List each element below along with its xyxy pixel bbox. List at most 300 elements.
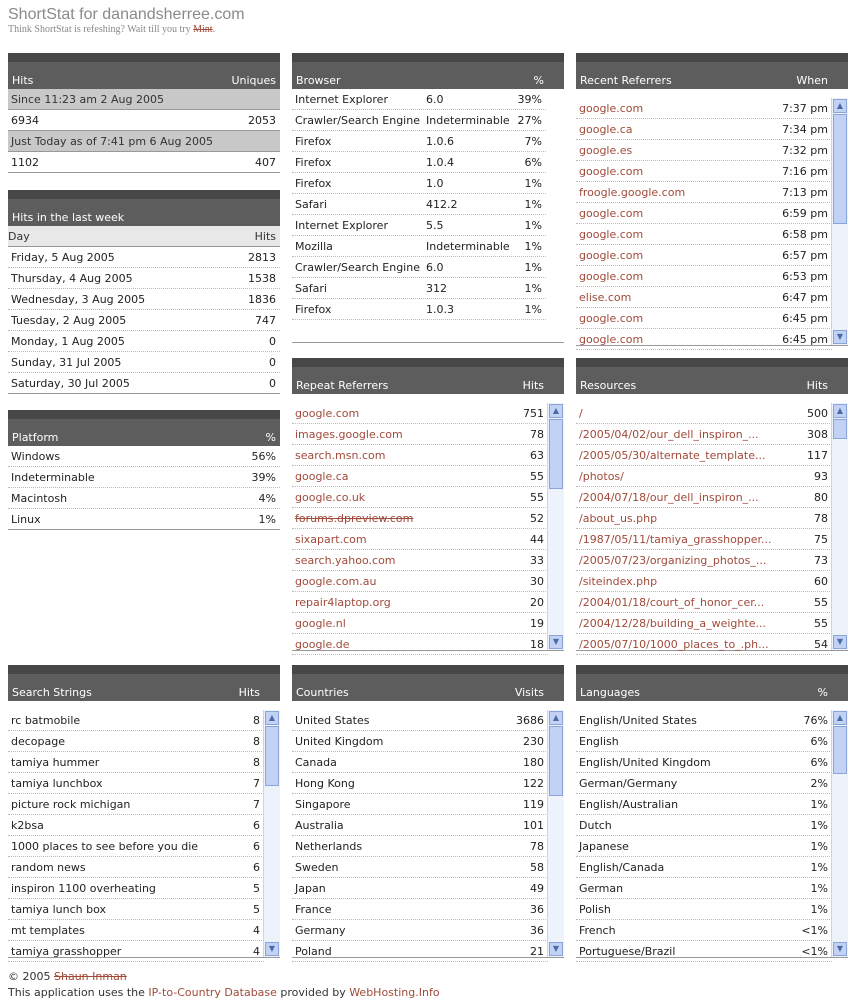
webhosting-link[interactable]: WebHosting.Info — [349, 986, 440, 999]
scroll-down-icon[interactable]: ▼ — [265, 942, 279, 956]
resource-hits: 500 — [807, 407, 828, 420]
referrer-link[interactable]: google.com — [579, 333, 644, 346]
resources-title: Resources — [580, 379, 637, 392]
resource-row — [576, 466, 832, 487]
week-day: Monday, 1 Aug 2005 — [11, 335, 125, 348]
resource-link[interactable]: /1987/05/11/tamiya_grasshopper... — [579, 533, 772, 546]
language-row — [576, 815, 832, 836]
total-hits: 6934 — [11, 114, 39, 127]
resource-hits: 55 — [814, 617, 828, 630]
tagline — [8, 24, 245, 35]
mint-link[interactable]: Mint — [193, 24, 213, 35]
language-name: English — [579, 735, 619, 748]
country-row — [292, 836, 548, 857]
browser-name: Internet Explorer — [295, 93, 388, 106]
repeat-list — [292, 403, 548, 655]
referrer-time: 6:58 pm — [782, 228, 828, 241]
platform-header — [8, 410, 280, 446]
referrer-row — [576, 266, 832, 287]
scroll-down-icon[interactable]: ▼ — [549, 942, 563, 956]
country-visits: 36 — [530, 903, 544, 916]
referrer-link[interactable]: google.com — [579, 207, 644, 220]
week-hits: 747 — [255, 314, 276, 327]
referrer-time: 7:34 pm — [782, 123, 828, 136]
resource-row — [576, 424, 832, 445]
country-visits: 36 — [530, 924, 544, 937]
referrer-row — [576, 161, 832, 182]
search-row — [8, 710, 264, 731]
scroll-thumb[interactable] — [833, 726, 847, 774]
browser-name: Safari — [295, 198, 327, 211]
search-hits: 4 — [253, 924, 260, 937]
language-pct: 1% — [810, 819, 828, 832]
repeat-row — [292, 445, 548, 466]
scroll-up-icon[interactable]: ▲ — [265, 711, 279, 725]
country-name: Germany — [295, 924, 346, 937]
week-hits: 0 — [269, 335, 276, 348]
referrer-time: 6:59 pm — [782, 207, 828, 220]
recent-header — [576, 53, 848, 89]
languages-scrollbar[interactable] — [831, 710, 848, 957]
language-pct: 1% — [810, 840, 828, 853]
referrer-link[interactable]: elise.com — [579, 291, 632, 304]
repeat-row — [292, 466, 548, 487]
country-visits: 21 — [530, 945, 544, 958]
search-title: Search Strings — [12, 686, 92, 699]
search-term: decopage — [11, 735, 66, 748]
browser-name: Firefox — [295, 177, 332, 190]
search-row — [8, 857, 264, 878]
language-name: English/Australian — [579, 798, 679, 811]
platform-pct: 1% — [258, 513, 276, 526]
languages-title: Languages — [580, 686, 641, 699]
country-name: Australia — [295, 819, 344, 832]
hits-header — [8, 53, 280, 89]
language-pct: 2% — [810, 777, 828, 790]
today-hits: 1102 — [11, 156, 39, 169]
browser-version: 1.0.3 — [426, 303, 454, 316]
repeat-link[interactable]: google.ca — [295, 470, 349, 483]
browser-row — [292, 131, 546, 152]
resource-link[interactable]: /siteindex.php — [579, 575, 658, 588]
repeat-hits: 30 — [530, 575, 544, 588]
repeat-hits: 18 — [530, 638, 544, 651]
referrer-link[interactable]: google.com — [579, 270, 644, 283]
resource-link[interactable]: /about_us.php — [579, 512, 658, 525]
repeat-scrollbar[interactable] — [547, 403, 564, 650]
country-row — [292, 731, 548, 752]
search-hits: 8 — [253, 714, 260, 727]
resource-row — [576, 592, 832, 613]
platform-pct: 4% — [258, 492, 276, 505]
browser-pct: 6% — [524, 156, 542, 169]
languages-header — [576, 665, 848, 701]
language-name: Polish — [579, 903, 611, 916]
browser-pct: 1% — [524, 261, 542, 274]
country-row — [292, 710, 548, 731]
repeat-row — [292, 634, 548, 655]
search-row — [8, 773, 264, 794]
browser-title: Browser — [296, 74, 341, 87]
resource-row — [576, 613, 832, 634]
country-name: Hong Kong — [295, 777, 355, 790]
resource-link[interactable]: / — [579, 407, 583, 420]
week-panel — [8, 190, 280, 394]
browser-version: 6.0 — [426, 93, 444, 106]
repeat-hits: 751 — [523, 407, 544, 420]
countries-panel — [292, 665, 564, 958]
referrer-time: 7:37 pm — [782, 102, 828, 115]
repeat-hits: 78 — [530, 428, 544, 441]
search-term: tamiya grasshopper — [11, 945, 122, 958]
search-row — [8, 815, 264, 836]
referrer-time: 7:16 pm — [782, 165, 828, 178]
search-term: picture rock michigan — [11, 798, 131, 811]
scroll-down-icon[interactable]: ▼ — [833, 635, 847, 649]
repeat-title: Repeat Referrers — [296, 379, 389, 392]
country-visits: 122 — [523, 777, 544, 790]
browser-name: Crawler/Search Engine — [295, 261, 420, 274]
countries-scrollbar[interactable] — [547, 710, 564, 957]
browser-version: 312 — [426, 282, 447, 295]
language-row — [576, 941, 832, 962]
search-hits: 6 — [253, 861, 260, 874]
language-pct: 1% — [810, 882, 828, 895]
repeat-hits: 52 — [530, 512, 544, 525]
search-hits: 7 — [253, 777, 260, 790]
browser-row — [292, 194, 546, 215]
referrer-time: 6:45 pm — [782, 333, 828, 346]
browser-name: Firefox — [295, 135, 332, 148]
browser-version: 412.2 — [426, 198, 458, 211]
resource-row — [576, 550, 832, 571]
recent-scrollbar[interactable] — [831, 98, 848, 345]
browser-header — [292, 53, 564, 89]
search-term: tamiya lunch box — [11, 903, 106, 916]
repeat-hits: 33 — [530, 554, 544, 567]
repeat-hits-title: Hits — [522, 379, 544, 392]
repeat-link[interactable]: sixapart.com — [295, 533, 367, 546]
browser-pct: 1% — [524, 303, 542, 316]
repeat-link[interactable]: repair4laptop.org — [295, 596, 391, 609]
scroll-thumb[interactable] — [549, 726, 563, 796]
resource-hits: 78 — [814, 512, 828, 525]
country-row — [292, 815, 548, 836]
ip-database-link[interactable]: IP-to-Country Database — [148, 986, 277, 999]
day-col: Day — [8, 230, 30, 243]
referrer-row — [576, 119, 832, 140]
referrer-row — [576, 287, 832, 308]
language-name: German/Germany — [579, 777, 678, 790]
language-pct: 1% — [810, 861, 828, 874]
platform-pct: 39% — [251, 471, 276, 484]
browser-pct-title: % — [533, 74, 544, 87]
repeat-hits: 20 — [530, 596, 544, 609]
repeat-row — [292, 403, 548, 424]
repeat-hits: 19 — [530, 617, 544, 630]
search-header — [8, 665, 280, 701]
language-row — [576, 899, 832, 920]
repeat-row — [292, 613, 548, 634]
search-hits: 5 — [253, 882, 260, 895]
search-strings-panel — [8, 665, 280, 958]
repeat-link[interactable]: google.com — [295, 407, 360, 420]
browser-panel — [292, 53, 564, 343]
browser-pct: 1% — [524, 282, 542, 295]
page-footer — [8, 969, 440, 1001]
search-row — [8, 920, 264, 941]
copyright-text: © 2005 — [8, 970, 51, 983]
language-row — [576, 794, 832, 815]
platform-row — [8, 446, 280, 467]
platform-pct-title: % — [265, 431, 276, 444]
referrer-link[interactable]: google.com — [579, 165, 644, 178]
resource-hits: 60 — [814, 575, 828, 588]
repeat-link[interactable]: search.msn.com — [295, 449, 386, 462]
referrer-link[interactable]: google.es — [579, 144, 633, 157]
resources-scrollbar[interactable] — [831, 403, 848, 650]
week-row — [8, 352, 280, 373]
week-row — [8, 268, 280, 289]
browser-name: Internet Explorer — [295, 219, 388, 232]
referrer-time: 7:13 pm — [782, 186, 828, 199]
country-name: France — [295, 903, 332, 916]
country-row — [292, 878, 548, 899]
browser-row — [292, 257, 546, 278]
week-day: Friday, 5 Aug 2005 — [11, 251, 115, 264]
browser-row — [292, 173, 546, 194]
page-header — [8, 4, 245, 35]
browser-row — [292, 236, 546, 257]
resource-row — [576, 508, 832, 529]
search-hits: 7 — [253, 798, 260, 811]
search-hits: 8 — [253, 756, 260, 769]
repeat-link[interactable]: google.co.uk — [295, 491, 366, 504]
search-term: inspiron 1100 overheating — [11, 882, 156, 895]
browser-row — [292, 110, 546, 131]
country-visits: 119 — [523, 798, 544, 811]
page-title: ShortStat for danandsherree.com — [8, 6, 245, 23]
browser-pct: 1% — [524, 198, 542, 211]
scroll-up-icon[interactable]: ▲ — [549, 404, 563, 418]
copyright-line — [8, 969, 440, 985]
country-visits: 78 — [530, 840, 544, 853]
tagline-end: . — [212, 24, 216, 35]
platform-row — [8, 488, 280, 509]
language-pct: 6% — [810, 756, 828, 769]
browser-pct: 1% — [524, 177, 542, 190]
search-term: k2bsa — [11, 819, 44, 832]
attribution-mid: provided by — [280, 986, 346, 999]
scroll-thumb[interactable] — [833, 114, 847, 224]
browser-list — [292, 89, 546, 320]
scroll-thumb[interactable] — [833, 419, 847, 439]
repeat-row — [292, 592, 548, 613]
week-list — [8, 247, 280, 394]
resource-hits: 117 — [807, 449, 828, 462]
referrer-time: 6:57 pm — [782, 249, 828, 262]
platform-name: Linux — [11, 513, 41, 526]
repeat-link[interactable]: search.yahoo.com — [295, 554, 396, 567]
repeat-link[interactable]: google.com.au — [295, 575, 377, 588]
referrer-time: 7:32 pm — [782, 144, 828, 157]
referrer-time: 6:45 pm — [782, 312, 828, 325]
resource-hits: 75 — [814, 533, 828, 546]
scroll-thumb[interactable] — [265, 726, 279, 786]
browser-version: 1.0.4 — [426, 156, 454, 169]
scroll-up-icon[interactable]: ▲ — [833, 711, 847, 725]
search-row — [8, 878, 264, 899]
country-name: Sweden — [295, 861, 339, 874]
search-row — [8, 731, 264, 752]
hits-col: Hits — [254, 230, 276, 243]
languages-pct-title: % — [817, 686, 828, 699]
browser-row — [292, 299, 546, 320]
today-label: Just Today as of 7:41 pm 6 Aug 2005 — [8, 131, 280, 152]
scroll-up-icon[interactable]: ▲ — [549, 711, 563, 725]
language-row — [576, 878, 832, 899]
when-title: When — [796, 74, 828, 87]
country-visits: 58 — [530, 861, 544, 874]
resource-row — [576, 445, 832, 466]
search-term: tamiya lunchbox — [11, 777, 103, 790]
resource-link[interactable]: /photos/ — [579, 470, 624, 483]
browser-pct: 27% — [517, 114, 542, 127]
repeat-row — [292, 424, 548, 445]
repeat-link[interactable]: forums.dpreview.com — [295, 512, 414, 525]
search-term: rc batmobile — [11, 714, 81, 727]
resource-link[interactable]: /2004/01/18/court_of_honor_cer... — [579, 596, 765, 609]
resource-link[interactable]: /2005/05/30/alternate_template... — [579, 449, 766, 462]
repeat-header — [292, 358, 564, 394]
browser-name: Mozilla — [295, 240, 333, 253]
visits-title: Visits — [514, 686, 544, 699]
resource-link[interactable]: /2005/07/23/organizing_photos_... — [579, 554, 767, 567]
platform-row — [8, 509, 280, 530]
country-visits: 180 — [523, 756, 544, 769]
platform-row — [8, 467, 280, 488]
language-row — [576, 773, 832, 794]
country-row — [292, 857, 548, 878]
week-header — [8, 190, 280, 226]
scroll-up-icon[interactable]: ▲ — [833, 404, 847, 418]
repeat-link[interactable]: images.google.com — [295, 428, 403, 441]
week-row — [8, 331, 280, 352]
language-pct: 6% — [810, 735, 828, 748]
browser-version: 1.0.6 — [426, 135, 454, 148]
week-row — [8, 247, 280, 268]
search-row — [8, 899, 264, 920]
resource-row — [576, 634, 832, 655]
week-hits: 0 — [269, 377, 276, 390]
language-pct: 76% — [803, 714, 828, 727]
browser-version: Indeterminable — [426, 240, 510, 253]
country-row — [292, 899, 548, 920]
referrer-link[interactable]: google.com — [579, 312, 644, 325]
today-uniques: 407 — [255, 156, 276, 169]
language-pct: <1% — [801, 924, 828, 937]
resources-header — [576, 358, 848, 394]
hits-panel — [8, 53, 280, 173]
week-title: Hits in the last week — [12, 211, 125, 224]
browser-row — [292, 152, 546, 173]
recent-list — [576, 98, 832, 350]
total-row — [8, 110, 280, 131]
language-name: English/United States — [579, 714, 697, 727]
week-hits: 1836 — [248, 293, 276, 306]
resource-link[interactable]: /2004/12/28/building_a_weighte... — [579, 617, 766, 630]
attribution-line — [8, 985, 440, 1001]
referrer-row — [576, 308, 832, 329]
language-row — [576, 857, 832, 878]
search-term: tamiya hummer — [11, 756, 100, 769]
browser-name: Firefox — [295, 156, 332, 169]
resource-hits: 54 — [814, 638, 828, 651]
repeat-link[interactable]: google.de — [295, 638, 350, 651]
search-term: random news — [11, 861, 86, 874]
country-name: United Kingdom — [295, 735, 384, 748]
languages-list — [576, 710, 832, 962]
referrer-link[interactable]: froogle.google.com — [579, 186, 686, 199]
uniques-title: Uniques — [231, 74, 276, 87]
platform-name: Windows — [11, 450, 61, 463]
referrer-row — [576, 329, 832, 350]
language-name: English/United Kingdom — [579, 756, 711, 769]
search-term: mt templates — [11, 924, 85, 937]
browser-pct: 1% — [524, 219, 542, 232]
referrer-row — [576, 182, 832, 203]
resource-hits: 80 — [814, 491, 828, 504]
week-day: Wednesday, 3 Aug 2005 — [11, 293, 146, 306]
countries-list — [292, 710, 548, 962]
country-name: Japan — [295, 882, 326, 895]
repeat-row — [292, 571, 548, 592]
country-name: United States — [295, 714, 370, 727]
tagline-text: Think ShortStat is refeshing? Wait till you try — [8, 24, 191, 35]
country-name: Netherlands — [295, 840, 363, 853]
author-link[interactable]: Shaun Inman — [54, 970, 127, 983]
country-row — [292, 752, 548, 773]
resource-link[interactable]: /2005/04/02/our_dell_inspiron_... — [579, 428, 759, 441]
platform-panel — [8, 410, 280, 530]
referrer-link[interactable]: google.com — [579, 102, 644, 115]
repeat-hits: 55 — [530, 470, 544, 483]
search-row — [8, 836, 264, 857]
language-pct: 1% — [810, 798, 828, 811]
browser-version: 5.5 — [426, 219, 444, 232]
resource-hits: 93 — [814, 470, 828, 483]
referrer-time: 6:53 pm — [782, 270, 828, 283]
resource-link[interactable]: /2004/07/18/our_dell_inspiron_... — [579, 491, 759, 504]
browser-pct: 1% — [524, 240, 542, 253]
scroll-down-icon[interactable]: ▼ — [549, 635, 563, 649]
attribution-text: This application uses the — [8, 986, 145, 999]
scroll-thumb[interactable] — [549, 419, 563, 489]
browser-name: Crawler/Search Engine — [295, 114, 420, 127]
scroll-up-icon[interactable]: ▲ — [833, 99, 847, 113]
scroll-down-icon[interactable]: ▼ — [833, 942, 847, 956]
resource-link[interactable]: /2005/07/10/1000_places_to_.ph... — [579, 638, 769, 651]
referrer-link[interactable]: google.com — [579, 249, 644, 262]
scroll-down-icon[interactable]: ▼ — [833, 330, 847, 344]
referrer-link[interactable]: google.com — [579, 228, 644, 241]
repeat-link[interactable]: google.nl — [295, 617, 346, 630]
repeat-row — [292, 550, 548, 571]
search-scrollbar[interactable] — [263, 710, 280, 957]
referrer-link[interactable]: google.ca — [579, 123, 633, 136]
browser-name: Safari — [295, 282, 327, 295]
search-hits-title: Hits — [238, 686, 260, 699]
